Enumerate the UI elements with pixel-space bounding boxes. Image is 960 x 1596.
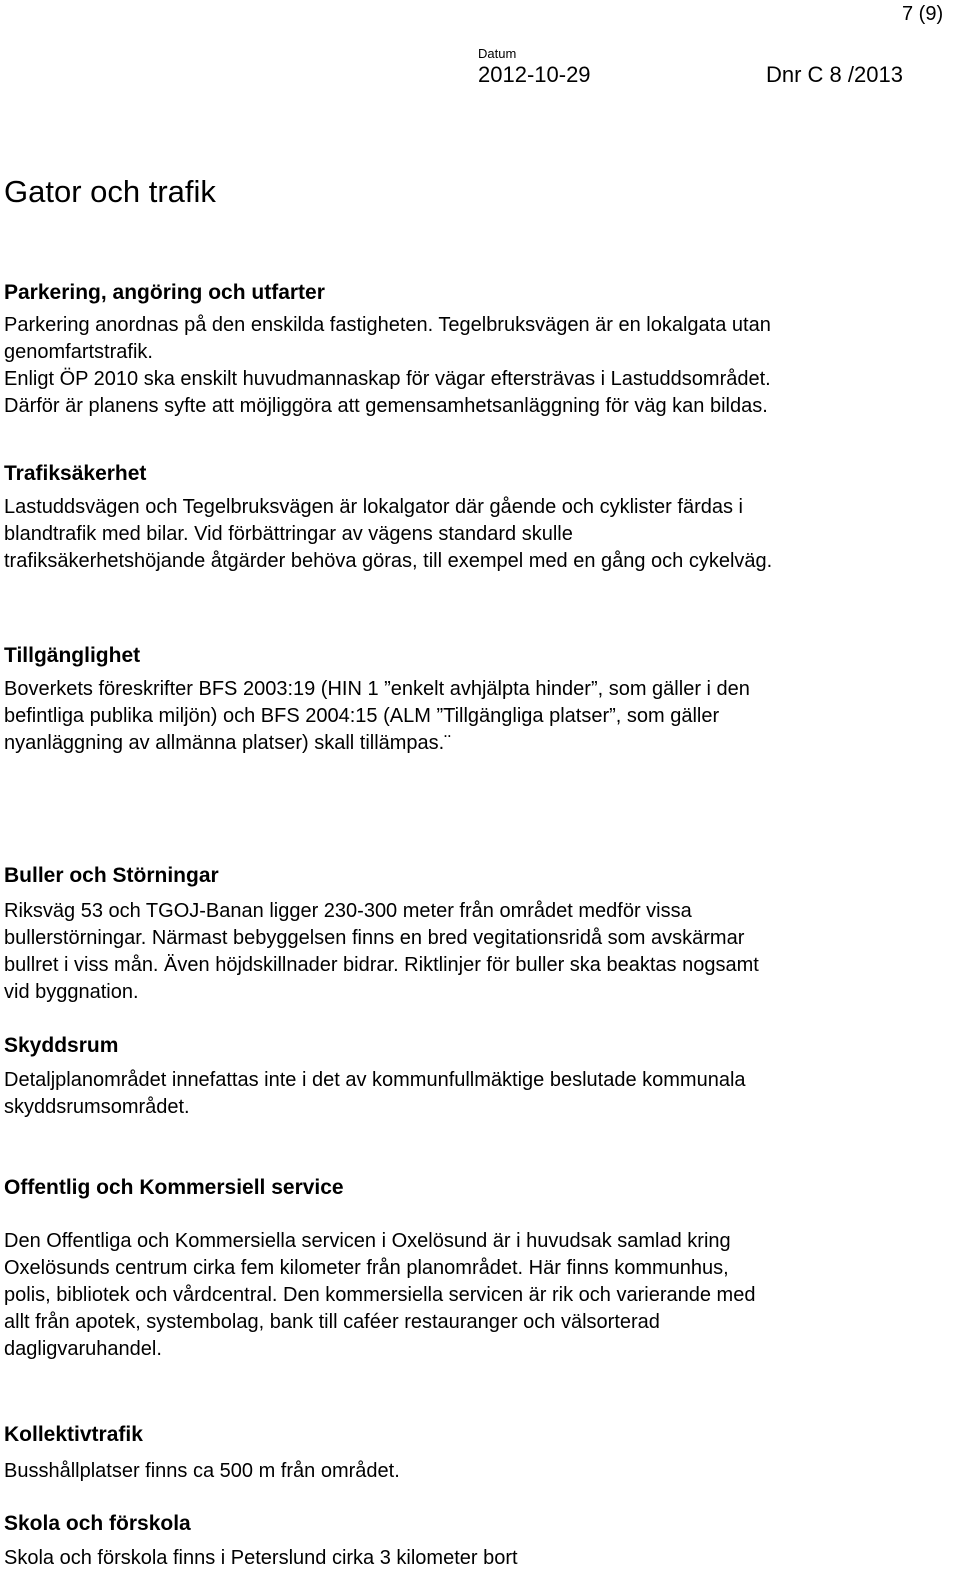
paragraph-line: Enligt ÖP 2010 ska enskilt huvudmannaskap för vägar eftersträvas i Lastuddsområdet. [4, 368, 771, 390]
paragraph-line: polis, bibliotek och vårdcentral. Den kommersiella servicen är rik och varierande med [4, 1284, 756, 1306]
paragraph-line: skyddsrumsområdet. [4, 1096, 190, 1118]
paragraph-line: genomfartstrafik. [4, 341, 153, 363]
paragraph-line: Boverkets föreskrifter BFS 2003:19 (HIN 1 ”enkelt avhjälpta hinder”, som gäller i den [4, 678, 750, 700]
paragraph-line: Den Offentliga och Kommersiella servicen i Oxelösund är i huvudsak samlad kring [4, 1230, 731, 1252]
date-label: Datum [478, 46, 517, 61]
paragraph-line: Därför är planens syfte att möjliggöra att gemensamhetsanläggning för väg kan bildas. [4, 395, 768, 417]
paragraph-line: Parkering anordnas på den enskilda fastigheten. Tegelbruksvägen är en lokalgata utan [4, 314, 771, 336]
section-heading-skyddsrum: Skyddsrum [4, 1034, 119, 1057]
document-reference-number: Dnr C 8 /2013 [766, 62, 903, 87]
paragraph-line: Oxelösunds centrum cirka fem kilometer från planområdet. Här finns kommunhus, [4, 1257, 729, 1279]
section-heading-service: Offentlig och Kommersiell service [4, 1176, 344, 1199]
paragraph-line: allt från apotek, systembolag, bank till caféer restauranger och välsorterad [4, 1311, 660, 1333]
section-heading-parkering: Parkering, angöring och utfarter [4, 281, 325, 304]
paragraph-line: Detaljplanområdet innefattas inte i det av kommunfullmäktige beslutade kommunala [4, 1069, 746, 1091]
section-heading-tillganglighet: Tillgänglighet [4, 644, 141, 667]
paragraph-line: bullret i viss mån. Även höjdskillnader bidrar. Riktlinjer för buller ska beaktas nogsamt [4, 954, 759, 976]
paragraph-line: dagligvaruhandel. [4, 1338, 162, 1360]
page-title: Gator och trafik [4, 174, 216, 209]
paragraph-line: Riksväg 53 och TGOJ-Banan ligger 230-300 meter från området medför vissa [4, 900, 692, 922]
section-heading-kollektivtrafik: Kollektivtrafik [4, 1423, 143, 1446]
document-date: 2012-10-29 [478, 62, 591, 87]
page-number: 7 (9) [902, 3, 944, 25]
paragraph-line: Lastuddsvägen och Tegelbruksvägen är lokalgator där gående och cyklister färdas i [4, 496, 743, 518]
paragraph-line: Skola och förskola finns i Peterslund cirka 3 kilometer bort [4, 1547, 518, 1569]
paragraph-line: befintliga publika miljön) och BFS 2004:15 (ALM ”Tillgängliga platser”, som gäller [4, 705, 720, 727]
section-heading-trafiksakerhet: Trafiksäkerhet [4, 462, 147, 485]
paragraph-line: Busshållplatser finns ca 500 m från området. [4, 1460, 400, 1482]
section-heading-skola: Skola och förskola [4, 1512, 191, 1535]
section-heading-buller: Buller och Störningar [4, 864, 219, 887]
paragraph-line: bullerstörningar. Närmast bebyggelsen finns en bred vegitationsridå som avskärmar [4, 927, 745, 949]
paragraph-line: trafiksäkerhetshöjande åtgärder behöva göras, till exempel med en gång och cykelväg. [4, 550, 773, 572]
paragraph-line: vid byggnation. [4, 981, 139, 1003]
paragraph-line: nyanläggning av allmänna platser) skall tillämpas.¨ [4, 732, 451, 754]
paragraph-line: blandtrafik med bilar. Vid förbättringar av vägens standard skulle [4, 523, 573, 545]
